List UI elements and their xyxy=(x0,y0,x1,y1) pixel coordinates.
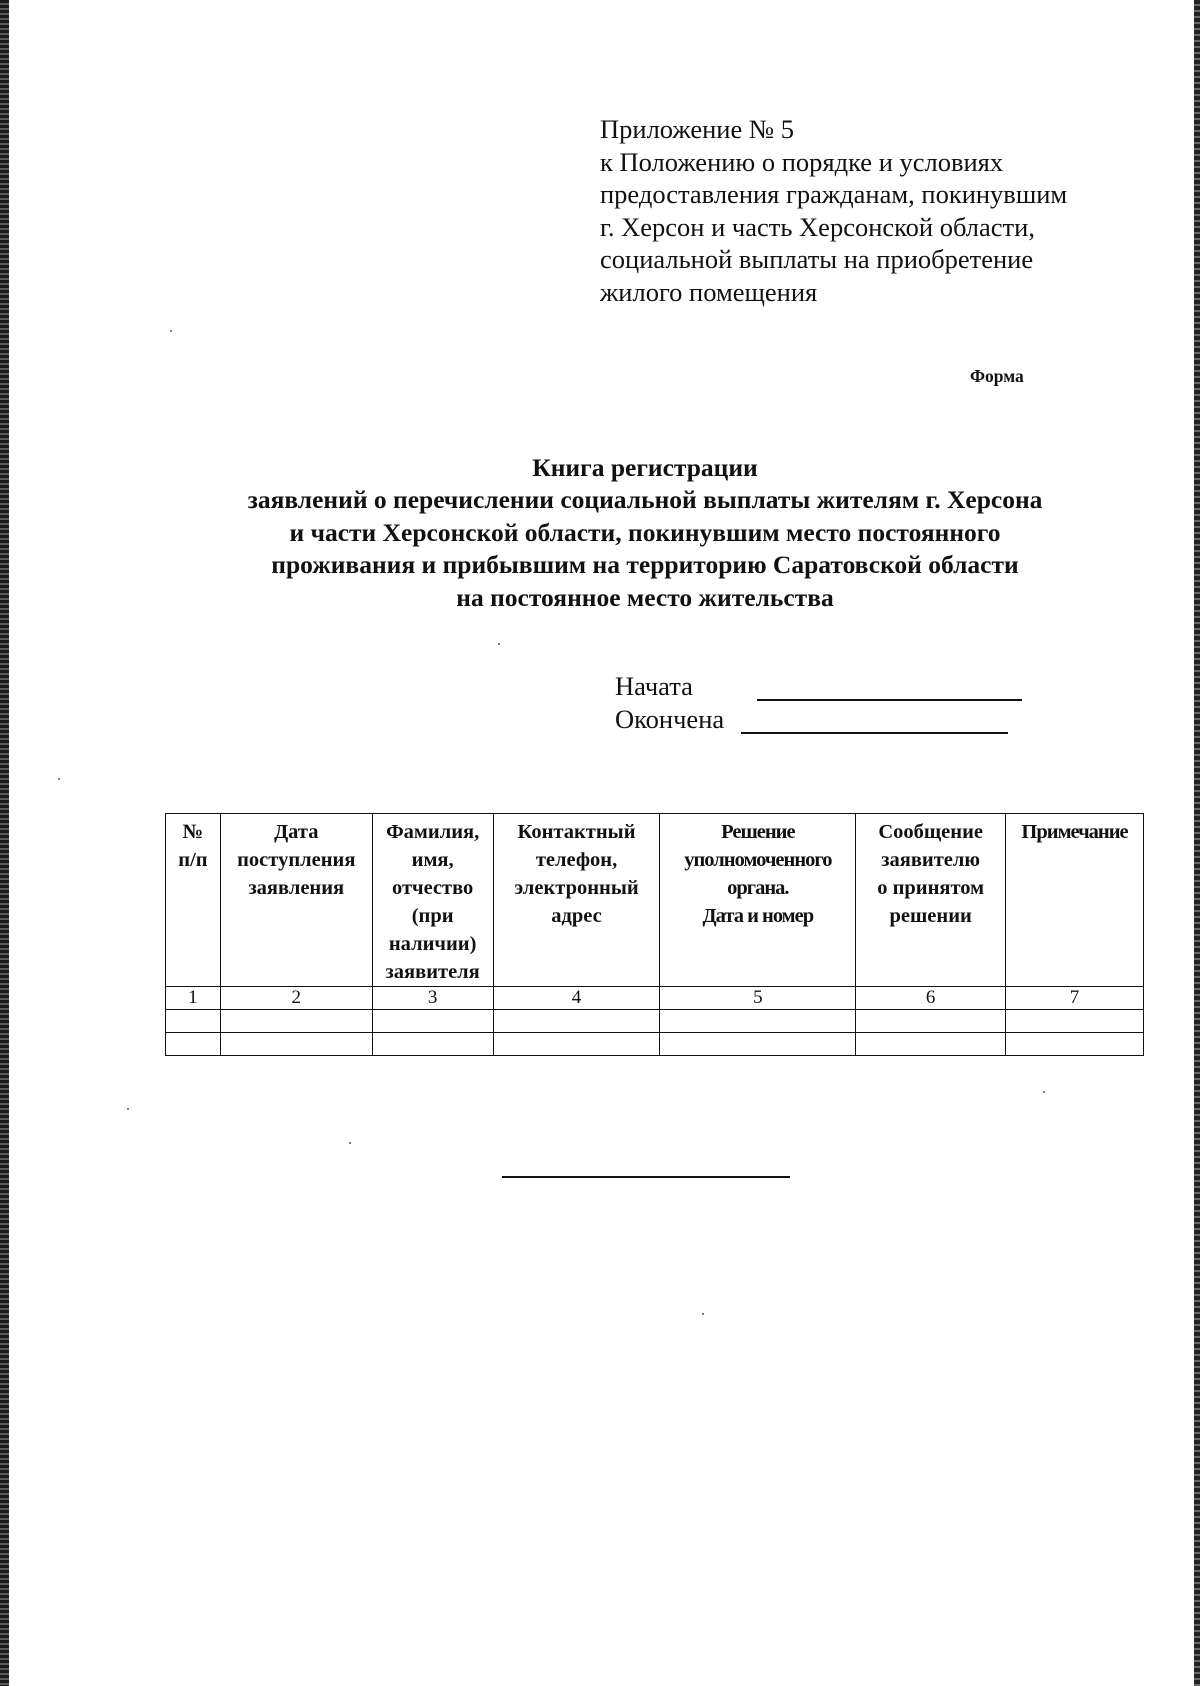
header-contact: Контактный телефон, электронный адрес xyxy=(493,814,660,987)
form-label: Форма xyxy=(970,366,1024,386)
table-cell[interactable] xyxy=(1006,1033,1144,1056)
header-notification: Сообщение заявителю о принятом решении xyxy=(856,814,1006,987)
table-cell[interactable] xyxy=(166,1033,221,1056)
column-number: 7 xyxy=(1006,987,1144,1010)
header-decision: Решение уполномоченного органа. Дата и номер xyxy=(660,814,856,987)
column-number-row xyxy=(166,987,1144,1010)
scan-speck xyxy=(498,643,500,645)
scan-speck xyxy=(127,1108,129,1110)
column-number: 1 xyxy=(166,987,221,1010)
appendix-line: жилого помещения xyxy=(600,276,818,307)
table-cell[interactable] xyxy=(493,1033,660,1056)
column-number: 3 xyxy=(372,987,493,1010)
table-row xyxy=(166,1033,1144,1056)
started-row xyxy=(615,668,1022,701)
scan-speck xyxy=(702,1313,704,1315)
table-row xyxy=(166,1010,1144,1033)
scan-edge-left xyxy=(0,0,9,1686)
appendix-line: предоставления гражданам, покинувшим xyxy=(600,179,1068,210)
appendix-line: Приложение № 5 xyxy=(600,114,795,144)
table-cell[interactable] xyxy=(220,1033,372,1056)
table-cell[interactable] xyxy=(372,1010,493,1033)
table-cell[interactable] xyxy=(220,1010,372,1033)
title-line: заявлений о перечислении социальной выплаты жителям г. Херсона xyxy=(247,485,1043,515)
ended-field-line[interactable] xyxy=(741,704,1008,734)
column-number: 2 xyxy=(220,987,372,1010)
table-cell[interactable] xyxy=(372,1033,493,1056)
table-cell[interactable] xyxy=(493,1010,660,1033)
table-cell[interactable] xyxy=(660,1033,856,1056)
scan-speck xyxy=(170,330,172,332)
appendix-line: к Положению о порядке и условиях xyxy=(600,146,1004,177)
date-fields xyxy=(615,668,1022,734)
title-line: Книга регистрации xyxy=(532,453,758,482)
appendix-line: г. Херсон и часть Херсонской области, xyxy=(600,211,1035,242)
header-number: № п/п xyxy=(166,814,221,987)
header-receipt-date: Дата поступления заявления xyxy=(220,814,372,987)
header-row xyxy=(166,814,1144,987)
scan-speck xyxy=(349,1142,351,1144)
column-number: 5 xyxy=(660,987,856,1010)
column-number: 6 xyxy=(856,987,1006,1010)
scan-speck xyxy=(58,778,60,780)
ended-row xyxy=(615,701,1022,734)
header-note: Примечание xyxy=(1006,814,1144,987)
started-label: Начата xyxy=(615,671,693,701)
title-line: на постоянное место жительства xyxy=(456,582,834,612)
table-cell[interactable] xyxy=(856,1010,1006,1033)
scan-edge-right xyxy=(1194,0,1200,1686)
scan-speck xyxy=(1043,1091,1045,1093)
registration-table xyxy=(165,813,1144,1056)
table-cell[interactable] xyxy=(856,1033,1006,1056)
closing-line xyxy=(502,1176,790,1178)
header-applicant-name: Фамилия, имя, отчество (при наличии) заявителя xyxy=(372,814,493,987)
table-cell[interactable] xyxy=(166,1010,221,1033)
table-cell[interactable] xyxy=(1006,1010,1144,1033)
title-line: и части Херсонской области, покинувшим место постоянного xyxy=(289,517,1001,547)
table-cell[interactable] xyxy=(660,1010,856,1033)
appendix-note xyxy=(600,113,1140,309)
title-line: проживания и прибывшим на территорию Саратовской области xyxy=(271,550,1019,580)
ended-label: Окончена xyxy=(615,704,725,734)
started-field-line[interactable] xyxy=(757,671,1022,701)
document-title xyxy=(120,452,1170,614)
column-number: 4 xyxy=(493,987,660,1010)
appendix-line: социальной выплаты на приобретение xyxy=(600,244,1034,275)
